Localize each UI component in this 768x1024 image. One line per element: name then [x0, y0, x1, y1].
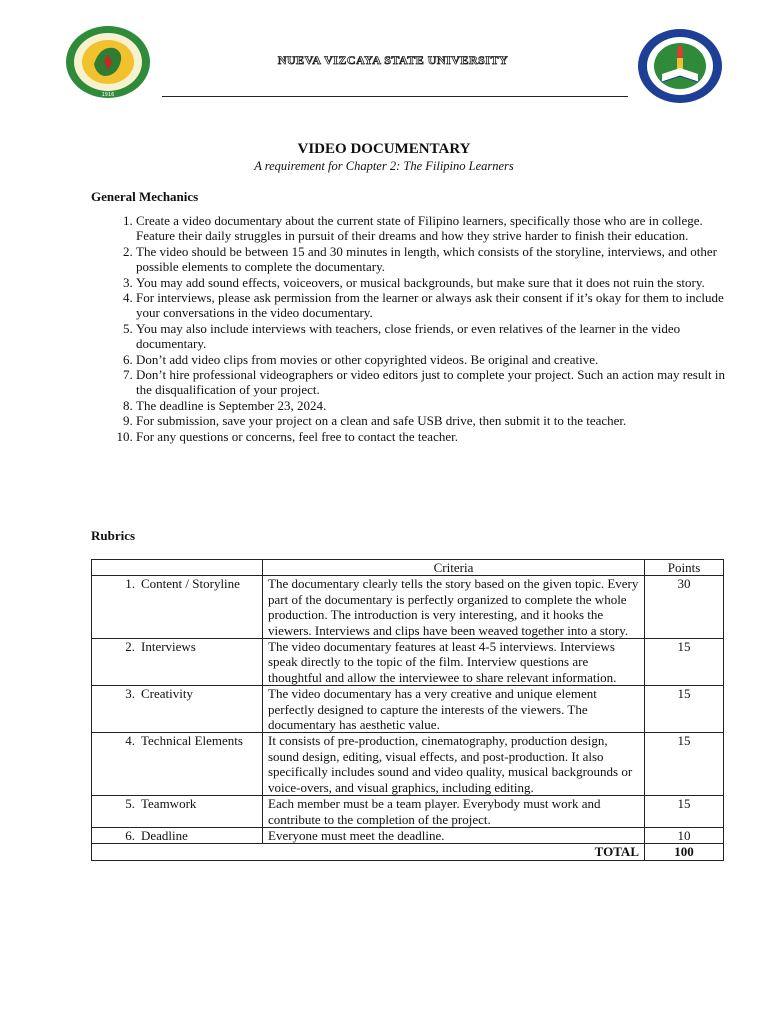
criterion-description: Each member must be a team player. Everybody must work and contribute to the completion of the project.: [263, 796, 645, 828]
table-row: [92, 796, 724, 828]
table-row: [92, 733, 724, 796]
criterion-description: Everyone must meet the deadline.: [263, 827, 645, 843]
criterion-points: 15: [645, 686, 724, 733]
total-label: TOTAL: [263, 844, 645, 860]
criterion-description: The video documentary features at least 4-5 interviews. Interviews speak directly to the topic of the film. Interview questions are thoughtful and allow the interviewee to share relevant information.: [263, 639, 645, 686]
criterion-name: Technical Elements: [141, 733, 243, 749]
criterion-name: Content / Storyline: [141, 576, 240, 592]
criterion-points: 10: [645, 827, 724, 843]
row-number: 1.: [125, 576, 135, 592]
list-item: 2. The video should be between 15 and 30 minutes in length, which consists of the storyline, interviews, and other possible elements to complete the documentary.: [136, 244, 736, 275]
row-number: 6.: [125, 827, 135, 843]
document-subtitle: A requirement for Chapter 2: The Filipino Learners: [254, 159, 514, 173]
list-item: 9. For submission, save your project on a clean and safe USB drive, then submit it to the teacher.: [136, 413, 736, 428]
total-row: [92, 844, 724, 860]
criterion-description: It consists of pre-production, cinematography, production design, sound design, editing, visual effects, and post-production. It also specifically includes sound and video quality, musical backgrounds or voice-overs, and visual graphics, including editing.: [263, 733, 645, 796]
table-row: [92, 576, 724, 639]
row-number: 2.: [125, 639, 135, 655]
criterion-name: Interviews: [141, 639, 196, 655]
header-cell-points: Points: [645, 560, 724, 576]
table-header-row: [92, 560, 724, 576]
table-row: [92, 827, 724, 843]
rubrics-table: [91, 559, 724, 861]
list-item: 10. For any questions or concerns, feel free to contact the teacher.: [136, 429, 736, 444]
header-cell-blank: [92, 560, 263, 576]
mechanics-list: [91, 213, 736, 444]
table-row: [92, 639, 724, 686]
criterion-points: 15: [645, 639, 724, 686]
header-cell-criteria: Criteria: [263, 560, 645, 576]
letterhead: [0, 0, 768, 110]
document-title: VIDEO DOCUMENTARY: [297, 141, 471, 157]
criterion-points: 15: [645, 796, 724, 828]
list-item: 4. For interviews, please ask permission from the learner or always ask their consent if it’s okay for them to include your conversations in the video documentary.: [136, 290, 736, 321]
list-item: 5. You may also include interviews with teachers, close friends, or even relatives of the learner in the video documentary.: [136, 321, 736, 352]
list-item: 7. Don’t hire professional videographers or video editors just to complete your project. Such an action may result in the disqualification of your project.: [136, 367, 736, 398]
college-seal-icon: [636, 28, 724, 104]
criterion-description: The video documentary has a very creative and unique element perfectly designed to capture the interests of the viewers. The documentary has aesthetic value.: [263, 686, 645, 733]
header-divider: [162, 96, 628, 97]
row-number: 4.: [125, 733, 135, 749]
row-number: 5.: [125, 796, 135, 812]
criterion-name: Creativity: [141, 686, 193, 702]
criterion-points: 15: [645, 733, 724, 796]
rubrics-heading: Rubrics: [91, 528, 136, 543]
general-mechanics-heading: General Mechanics: [91, 189, 199, 204]
list-item: 6. Don’t add video clips from movies or other copyrighted videos. Be original and creative.: [136, 352, 736, 367]
criterion-name: Deadline: [141, 827, 188, 843]
list-item: 1. Create a video documentary about the current state of Filipino learners, specifically those who are in college. Feature their daily struggles in pursuit of their dreams and how they strive harder to finish their education.: [136, 213, 736, 244]
seal-year: 1916: [101, 92, 115, 98]
university-name: NUEVA VIZCAYA STATE UNIVERSITY: [277, 53, 509, 67]
criterion-name: Teamwork: [141, 796, 197, 812]
criterion-points: 30: [645, 576, 724, 639]
criterion-description: The documentary clearly tells the story based on the given topic. Every part of the documentary is perfectly organized to complete the whole production. The introduction is very interesting, and it hooks the viewers. Interviews and clips have been weaved together into a story.: [263, 576, 645, 639]
row-number: 3.: [125, 686, 135, 702]
list-item: 3. You may add sound effects, voiceovers, or musical backgrounds, but make sure that it does not ruin the story.: [136, 275, 736, 290]
university-seal-icon: [64, 24, 152, 100]
list-item: 8. The deadline is September 23, 2024.: [136, 398, 736, 413]
total-points: 100: [645, 844, 724, 860]
table-row: [92, 686, 724, 733]
